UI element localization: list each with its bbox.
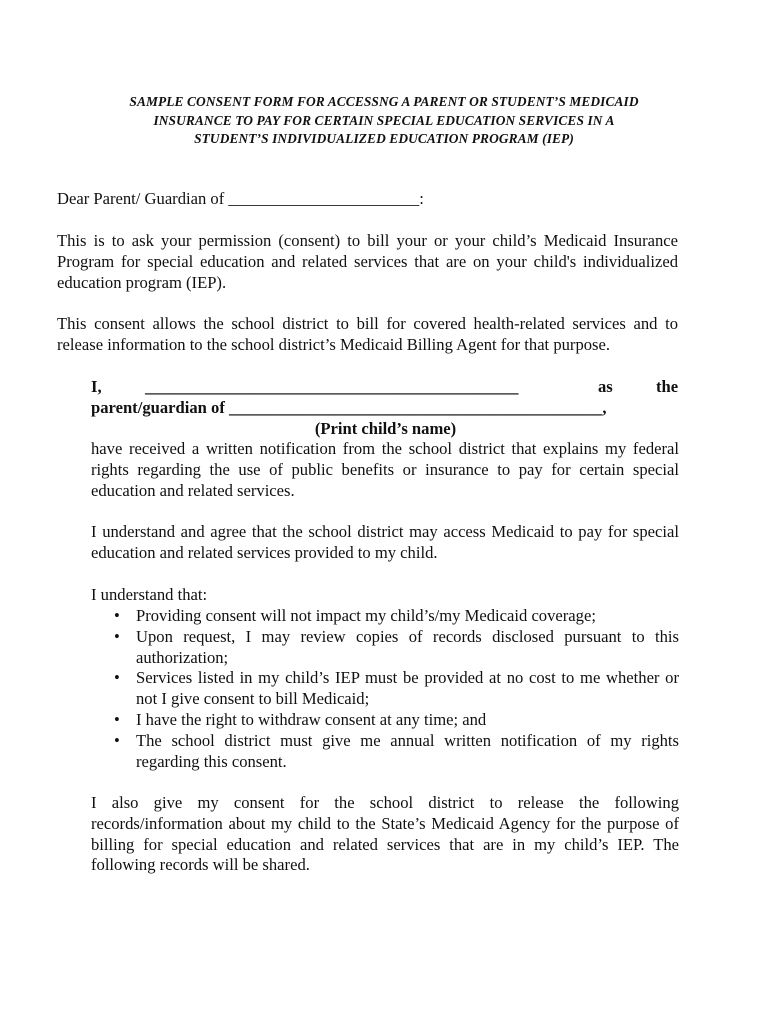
certification-pronoun: I, [91,377,102,396]
understanding-list [91,606,679,772]
child-name-line: parent/guardian of _____________________________________________, [91,398,607,417]
notification-paragraph: have received a written notification from the school district that explains my federal rights regarding the use of public benefits or insurance to pay for certain special education and related services. [91,439,679,500]
list-item [91,606,679,627]
certification-the: the [656,377,679,396]
bullet-icon: • [114,730,120,750]
list-item-text: The school district must give me annual written notification of my rights regarding this consent. [136,730,679,771]
child-name-caption: (Print child’s name) [314,419,457,438]
form-title-line: INSURANCE TO PAY FOR CERTAIN SPECIAL EDUCATION SERVICES IN A [153,112,615,128]
list-item [91,731,679,773]
form-title-line: STUDENT’S INDIVIDUALIZED EDUCATION PROGRAM (IEP) [194,131,574,146]
list-item [91,668,679,710]
list-item-text: Upon request, I may review copies of records disclosed pursuant to this authorization; [136,626,679,667]
list-item-text: I have the right to withdraw consent at any time; and [136,709,487,729]
salutation: Dear Parent/ Guardian of _______________________: [57,189,424,208]
bullet-icon: • [114,626,120,646]
bullet-icon: • [114,668,120,688]
list-item [91,710,679,731]
form-title [80,93,688,149]
understand-intro: I understand that: [91,585,208,604]
form-title-line: SAMPLE CONSENT FORM FOR ACCESSNG A PARENT OR STUDENT’S MEDICAID [129,94,639,109]
bullet-icon: • [114,709,120,729]
list-item-text: Providing consent will not impact my child’s/my Medicaid coverage; [136,606,596,625]
bullet-icon: • [114,606,120,625]
list-item-text: Services listed in my child’s IEP must be provided at no cost to me whether or not I give consent to bill Medicaid; [136,668,679,709]
parent-name-blank: _____________________________________________ [145,377,519,396]
certification-as: as [598,377,613,396]
permission-paragraph: This is to ask your permission (consent) to bill your or your child’s Medicaid Insurance Program for special education and related services that are on your child's individualized education program (IEP). [57,231,678,292]
list-item [91,627,679,669]
records-release-paragraph: I also give my consent for the school district to release the following records/information about my child to the State’s Medicaid Agency for the purpose of billing for special education and related services that are in my child’s IEP. The following records will be shared. [91,793,679,875]
consent-scope-paragraph: This consent allows the school district to bill for covered health-related services and to release information to the school district’s Medicaid Billing Agent for that purpose. [57,314,678,354]
agreement-paragraph: I understand and agree that the school district may access Medicaid to pay for special education and related services provided to my child. [91,522,679,562]
